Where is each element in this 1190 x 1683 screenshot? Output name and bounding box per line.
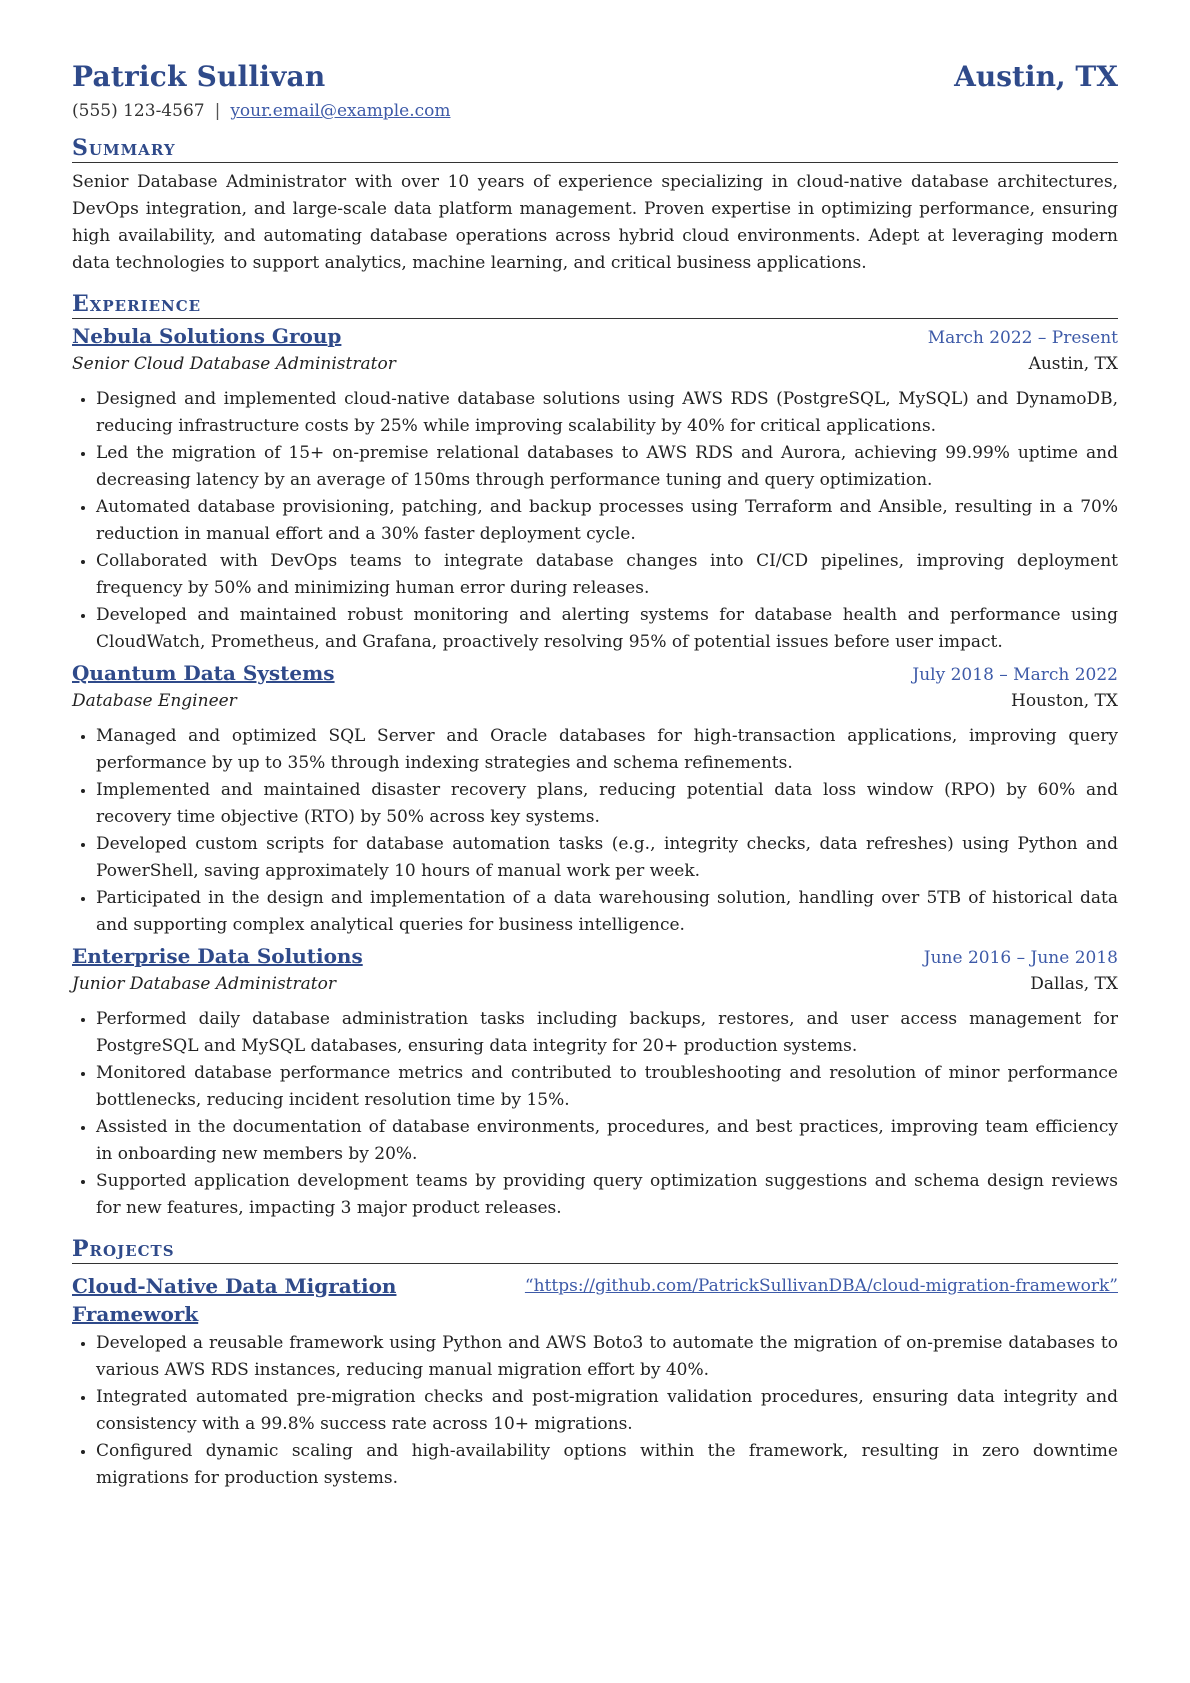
job-role: Database Engineer (72, 691, 237, 711)
project-header (72, 1272, 1118, 1328)
bullet-item: • Designed and implemented cloud-native database solutions using AWS RDS (PostgreSQL, MySQL) and DynamoDB, reducing infrastructure costs by 25% while improving scalability by 40% for critical applications. (96, 386, 1118, 440)
company-name-link[interactable]: Nebula Solutions Group (72, 324, 342, 348)
job-bullets (72, 723, 1118, 939)
contact-line (72, 101, 1118, 121)
email-link[interactable]: your.email@example.com (230, 101, 451, 121)
summary-text: Senior Database Administrator with over 10 years of experience specializing in cloud-native database architectures, DevOps integration, and large-scale data platform management. Proven expertise in optimizing performance, ensuring high availability, and automating database operations across hybrid cloud environments. Adept at leveraging modern data technologies to support analytics, machine learning, and critical business applications. (72, 172, 1118, 273)
job-dates: June 2016 – June 2018 (923, 948, 1118, 968)
section-title-projects: Projects (72, 1236, 1118, 1264)
job-location: Austin, TX (1028, 354, 1118, 374)
company-name-link[interactable]: Quantum Data Systems (72, 661, 335, 685)
bullet-item: • Collaborated with DevOps teams to integrate database changes into CI/CD pipelines, improving deployment frequency by 50% and minimizing human error during releases. (96, 548, 1118, 602)
section-title-experience: Experience (72, 291, 1118, 319)
bullet-item: • Integrated automated pre-migration checks and post-migration validation procedures, ensuring data integrity and consistency with a 99.8% success rate across 10+ migrations. (96, 1384, 1118, 1438)
bullet-item: • Developed and maintained robust monitoring and alerting systems for database health and performance using CloudWatch, Prometheus, and Grafana, proactively resolving 95% of potential issues before user impact. (96, 602, 1118, 656)
bullet-item: • Assisted in the documentation of database environments, procedures, and best practices, improving team efficiency in onboarding new members by 20%. (96, 1114, 1118, 1168)
section-title-summary: Summary (72, 135, 1118, 163)
bullet-item: • Developed a reusable framework using Python and AWS Boto3 to automate the migration of on-premise databases to various AWS RDS instances, reducing manual migration effort by 40%. (96, 1330, 1118, 1384)
job-entry (72, 324, 1118, 656)
candidate-location: Austin, TX (954, 60, 1118, 93)
job-bullets (72, 1006, 1118, 1222)
bullet-item: • Developed custom scripts for database automation tasks (e.g., integrity checks, data refreshes) using Python and PowerShell, saving approximately 10 hours of manual work per week. (96, 831, 1118, 885)
bullet-item: • Participated in the design and implementation of a data warehousing solution, handling over 5TB of historical data and supporting complex analytical queries for business intelligence. (96, 885, 1118, 939)
job-dates: March 2022 – Present (927, 328, 1118, 348)
bullet-item: • Automated database provisioning, patching, and backup processes using Terraform and Ansible, resulting in a 70% reduction in manual effort and a 30% faster deployment cycle. (96, 494, 1118, 548)
bullet-item: • Implemented and maintained disaster recovery plans, reducing potential data loss window (RPO) by 60% and recovery time objective (RTO) by 50% across key systems. (96, 777, 1118, 831)
bullet-item: • Configured dynamic scaling and high-availability options within the framework, resulting in zero downtime migrations for production systems. (96, 1438, 1118, 1492)
job-entry (72, 944, 1118, 1222)
job-role: Senior Cloud Database Administrator (72, 354, 396, 374)
bullet-item: • Led the migration of 15+ on-premise relational databases to AWS RDS and Aurora, achieving 99.99% uptime and decreasing latency by an average of 150ms through performance tuning and query optimization. (96, 440, 1118, 494)
contact-separator: | (214, 101, 221, 121)
job-role: Junior Database Administrator (72, 974, 336, 994)
project-name-link[interactable]: Cloud-Native Data Migration Framework (72, 1274, 397, 1326)
bullet-item: • Managed and optimized SQL Server and Oracle databases for high-transaction applications, improving query performance by up to 35% through indexing strategies and schema refinements. (96, 723, 1118, 777)
project-bullets (72, 1330, 1118, 1492)
job-location: Houston, TX (1011, 691, 1118, 711)
bullet-item: • Monitored database performance metrics and contributed to troubleshooting and resolution of minor performance bottlenecks, reducing incident resolution time by 15%. (96, 1060, 1118, 1114)
candidate-name: Patrick Sullivan (72, 60, 326, 93)
resume-header (72, 60, 1118, 93)
job-location: Dallas, TX (1030, 974, 1118, 994)
job-dates: July 2018 – March 2022 (912, 665, 1118, 685)
job-entry (72, 661, 1118, 939)
bullet-item: • Supported application development teams by providing query optimization suggestions and schema design reviews for new features, impacting 3 major product releases. (96, 1168, 1118, 1222)
project-url-link[interactable]: “https://github.com/PatrickSullivanDBA/cloud-migration-framework” (524, 1276, 1118, 1296)
company-name-link[interactable]: Enterprise Data Solutions (72, 944, 363, 968)
phone-number: (555) 123-4567 (72, 101, 205, 121)
job-bullets (72, 386, 1118, 656)
bullet-item: • Performed daily database administration tasks including backups, restores, and user access management for PostgreSQL and MySQL databases, ensuring data integrity for 20+ production systems. (96, 1006, 1118, 1060)
